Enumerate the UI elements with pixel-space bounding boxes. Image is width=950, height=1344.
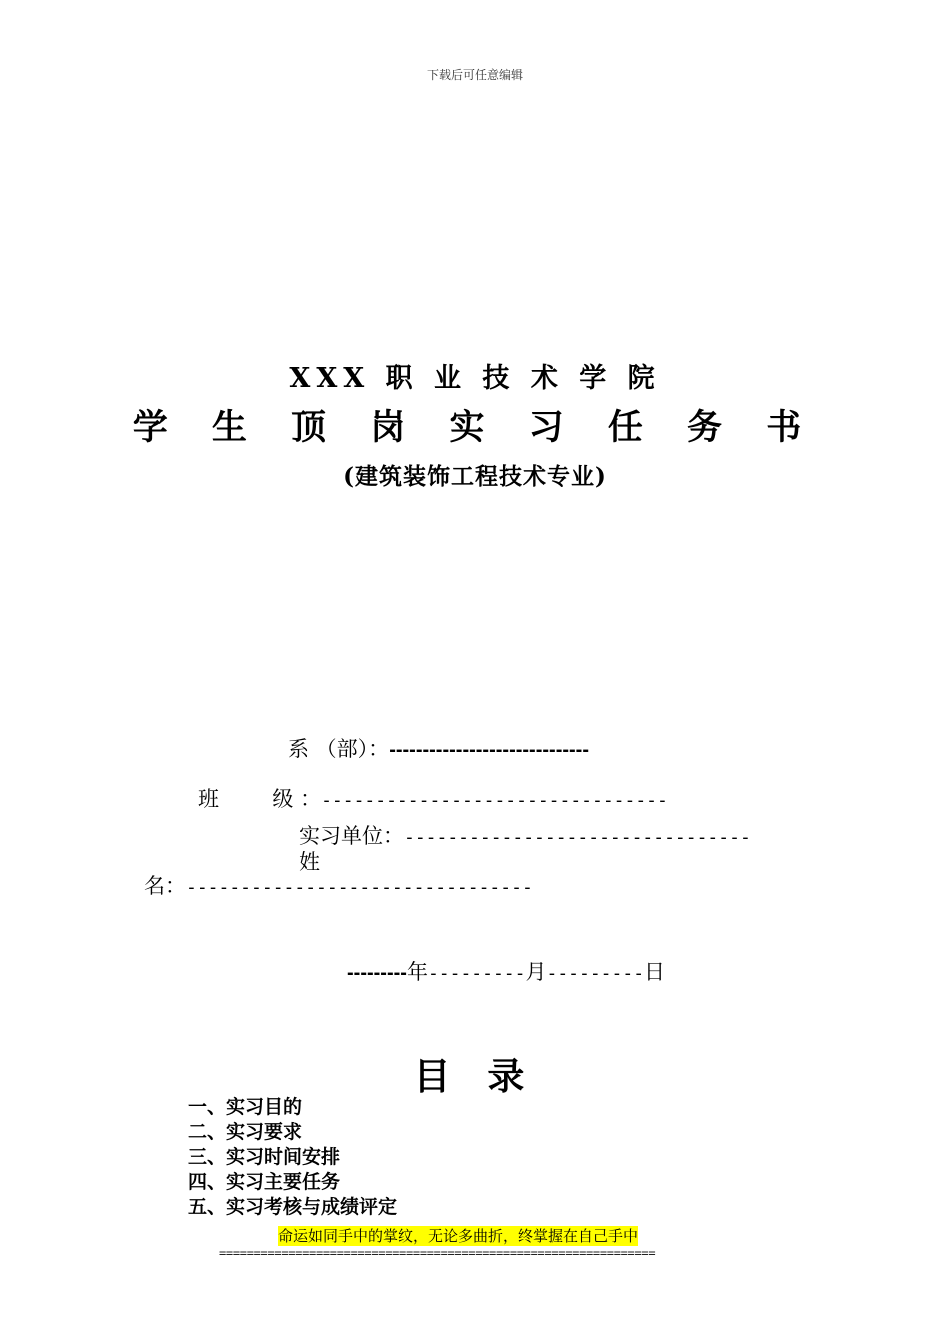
name-field <box>144 870 533 900</box>
toc-item: 二、实习要求 <box>188 1121 303 1143</box>
header-note: 下载后可任意编辑 <box>426 68 523 82</box>
name-blank: -------------------------------- <box>186 877 533 898</box>
toc-title: 目 录 <box>413 1054 537 1098</box>
month-label: 月 <box>525 960 547 984</box>
unit-field <box>299 820 751 850</box>
unit-blank: -------------------------------- <box>404 827 751 848</box>
day-blank: --------- <box>546 963 645 984</box>
department-label: 系 （部）： <box>288 737 390 761</box>
toc-item: 一、实习目的 <box>188 1096 303 1118</box>
department-field <box>288 733 589 763</box>
toc-list <box>188 1095 397 1220</box>
day-label: 日 <box>644 960 666 984</box>
document-title: 学 生 顶 岗 实 习 任 务 书 <box>132 407 818 448</box>
footer-rule: =============================================================== <box>219 1246 656 1260</box>
class-blank: -------------------------------- <box>321 790 668 811</box>
document-subtitle: (建筑装饰工程技术专业) <box>343 463 607 490</box>
unit-label: 实习单位： <box>299 824 404 848</box>
year-blank: --------- <box>347 962 407 984</box>
department-blank: ------------------------------ <box>389 739 589 761</box>
class-field <box>198 783 668 813</box>
school-name: XXX 职 业 技 术 学 院 <box>289 363 661 394</box>
footer-motto: 命运如同手中的掌纹，无论多曲折，终掌握在自己手中 <box>278 1227 639 1245</box>
class-label: 班 级 ： <box>198 787 322 811</box>
name-label: 名： <box>144 874 186 898</box>
toc-item: 五、实习考核与成绩评定 <box>188 1196 398 1218</box>
month-blank: --------- <box>427 963 526 984</box>
year-label: 年 <box>406 960 428 984</box>
toc-item: 三、实习时间安排 <box>188 1146 341 1168</box>
date-line <box>347 956 665 986</box>
toc-item: 四、实习主要任务 <box>188 1171 341 1193</box>
name-label-line1: 姓 <box>299 850 320 874</box>
